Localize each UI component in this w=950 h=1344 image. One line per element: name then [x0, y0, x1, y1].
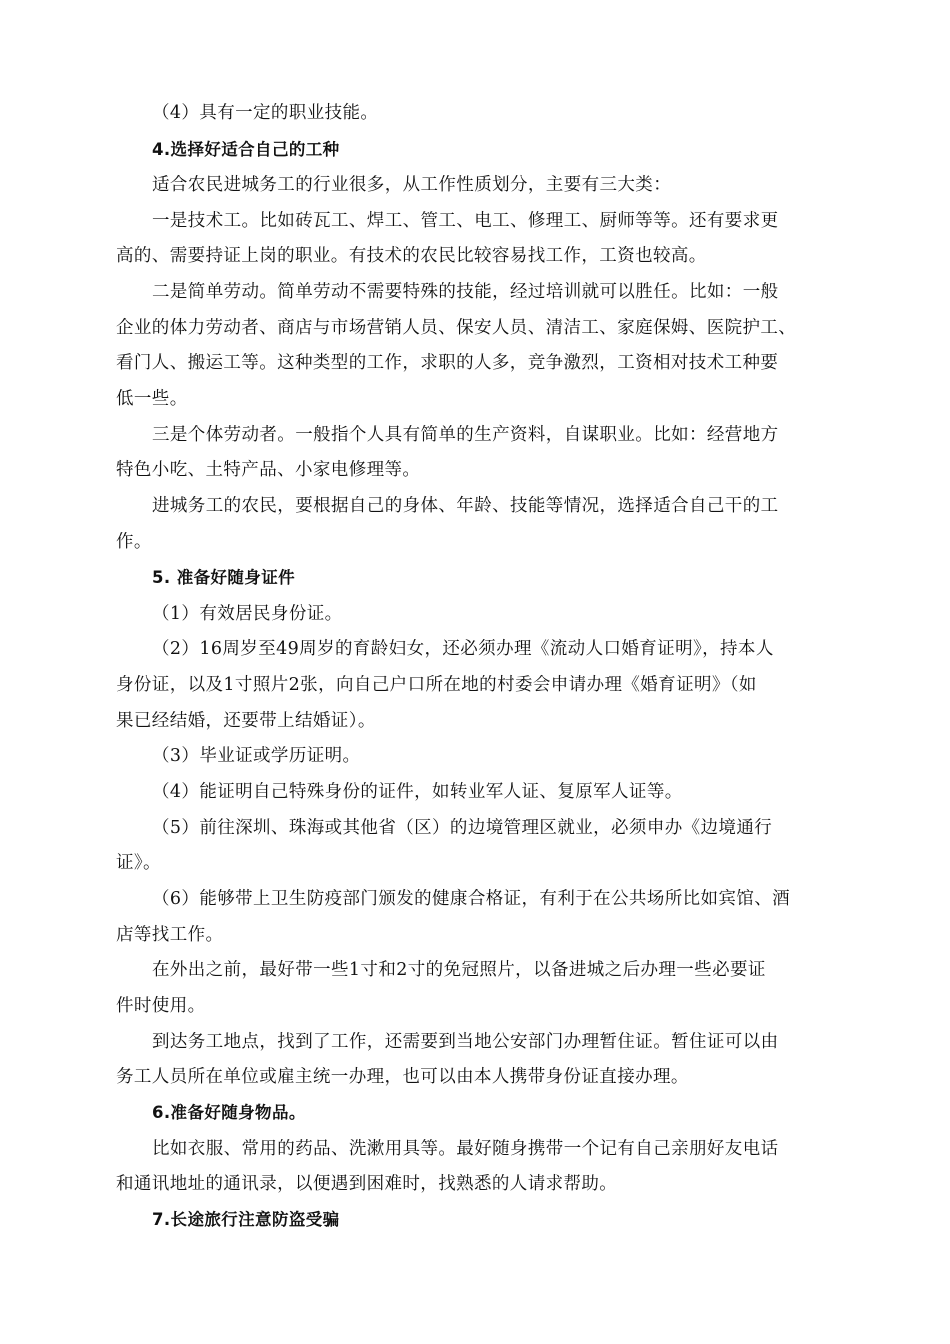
paragraph-line: 店等找工作。	[116, 925, 224, 945]
paragraph-line: 身份证，以及1寸照片2张，向自己户口所在地的村委会申请办理《婚育证明》（如	[116, 675, 757, 695]
section-heading-6: 6.准备好随身物品。	[152, 1103, 306, 1122]
paragraph-line: 三是个体劳动者。一般指个人具有简单的生产资料，自谋职业。比如：经营地方	[152, 425, 779, 445]
list-item: （2）16周岁至49周岁的育龄妇女，还必须办理《流动人口婚育证明》，持本人	[152, 639, 774, 659]
paragraph-line: 看门人、搬运工等。这种类型的工作，求职的人多，竞争激烈，工资相对技术工种要	[116, 353, 779, 373]
paragraph-line: 果已经结婚，还要带上结婚证）。	[116, 711, 376, 731]
list-item: （6）能够带上卫生防疫部门颁发的健康合格证，有利于在公共场所比如宾馆、酒	[152, 889, 791, 909]
paragraph-line: 企业的体力劳动者、商店与市场营销人员、保安人员、清洁工、家庭保姆、医院护工、	[116, 318, 797, 338]
paragraph-line: 适合农民进城务工的行业很多，从工作性质划分，主要有三大类：	[152, 175, 672, 195]
paragraph-line: 特色小吃、土特产品、小家电修理等。	[116, 460, 421, 480]
paragraph-line: 高的、需要持证上岗的职业。有技术的农民比较容易找工作，工资也较高。	[116, 246, 707, 266]
section-heading-7: 7.长途旅行注意防盗受骗	[152, 1210, 340, 1229]
list-item: （1）有效居民身份证。	[152, 604, 343, 624]
paragraph-line: 在外出之前，最好带一些1寸和2寸的免冠照片，以备进城之后办理一些必要证	[152, 960, 766, 980]
paragraph-line: 到达务工地点，找到了工作，还需要到当地公安部门办理暂住证。暂住证可以由	[152, 1032, 779, 1052]
list-item: （5）前往深圳、珠海或其他省（区）的边境管理区就业，必须申办《边境通行	[152, 818, 773, 838]
paragraph-line: 进城务工的农民，要根据自己的身体、年龄、技能等情况，选择适合自己干的工	[152, 496, 779, 516]
paragraph-line: 件时使用。	[116, 996, 206, 1016]
paragraph-line: 一是技术工。比如砖瓦工、焊工、管工、电工、修理工、厨师等等。还有要求更	[152, 211, 779, 231]
list-item-skills: （4）具有一定的职业技能。	[152, 103, 379, 123]
paragraph-line: 比如衣服、常用的药品、洗漱用具等。最好随身携带一个记有自己亲朋好友电话	[152, 1139, 779, 1159]
list-item: （4）能证明自己特殊身份的证件，如转业军人证、复原军人证等。	[152, 782, 683, 802]
paragraph-line: 证》。	[116, 853, 161, 873]
list-item: （3）毕业证或学历证明。	[152, 746, 361, 766]
section-heading-5: 5. 准备好随身证件	[152, 568, 295, 587]
paragraph-line: 务工人员所在单位或雇主统一办理，也可以由本人携带身份证直接办理。	[116, 1067, 689, 1087]
paragraph-line: 低一些。	[116, 389, 188, 409]
paragraph-line: 和通讯地址的通讯录，以便遇到困难时，找熟悉的人请求帮助。	[116, 1174, 618, 1194]
section-heading-4: 4.选择好适合自己的工种	[152, 140, 340, 159]
paragraph-line: 作。	[116, 532, 152, 552]
paragraph-line: 二是简单劳动。简单劳动不需要特殊的技能，经过培训就可以胜任。比如：一般	[152, 282, 779, 302]
